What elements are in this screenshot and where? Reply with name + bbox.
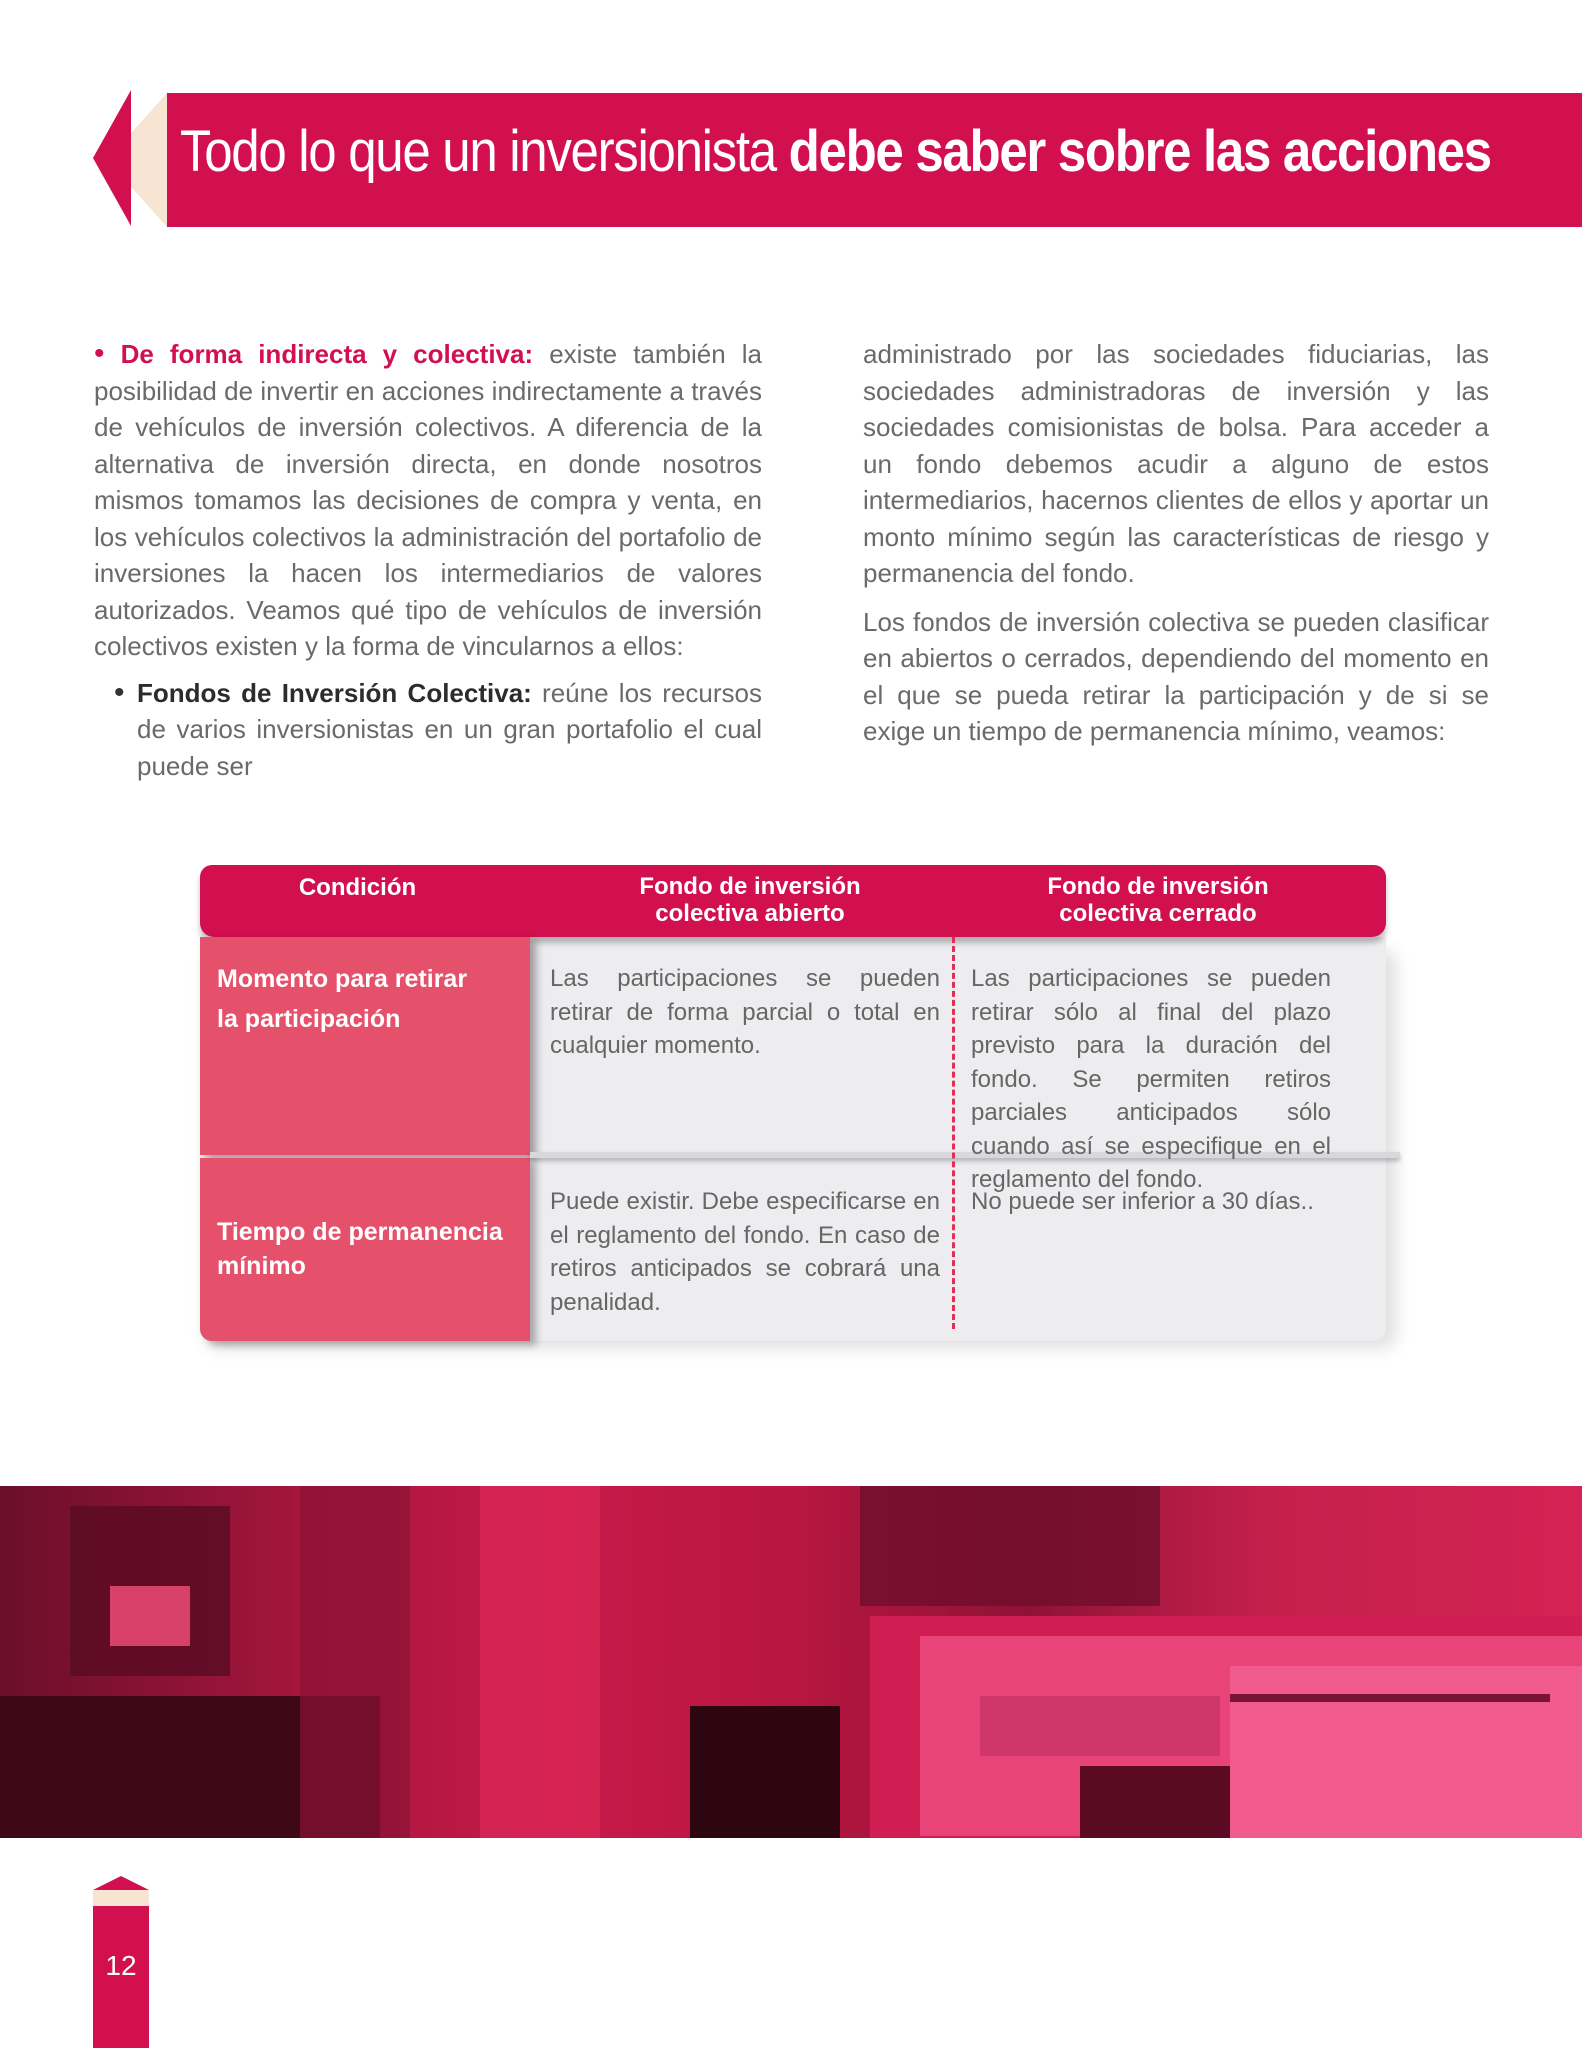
header-cream-strip: [131, 93, 167, 227]
table-cell-closed-withdrawal: Las participaciones se pueden retirar sólo al final del plazo previsto para la duración del fondo. Se permiten retiros parciales anticipados sólo cuando así se especifique en el reglamento del fondo.: [971, 965, 1331, 1193]
page-tab-arrow-icon: [93, 1876, 149, 1890]
sub-bullet-text: reúne los recursos de varios inversionistas en un gran portafolio el cual puede ser: [137, 677, 762, 781]
header-arrow-icon: [93, 90, 131, 226]
header-open-line1: Fondo de inversión: [639, 873, 861, 900]
photo-shape: [480, 1486, 600, 1838]
office-photo-banner: [0, 1486, 1582, 1838]
photo-shape: [300, 1486, 410, 1838]
bullet-lead: De forma indirecta y colectiva:: [120, 339, 534, 369]
header-open-line2: colectiva abierto: [655, 900, 845, 927]
photo-shape: [690, 1706, 840, 1838]
row-label-permanence: [217, 1215, 517, 1283]
table-cell-open-withdrawal: Las participaciones se pueden retirar de forma parcial o total en cualquier momento.: [550, 965, 940, 1059]
bullet-indirect-collective: [94, 336, 762, 665]
row-label-line1: Momento para retirar: [217, 965, 468, 993]
row-label-line2: la participación: [217, 1005, 401, 1033]
row-label-line2: mínimo: [217, 1252, 306, 1280]
table-cell-closed-permanence: No puede ser inferior a 30 días..: [971, 1188, 1314, 1215]
sub-bullet-lead: Fondos de Inversión Colectiva:: [137, 677, 532, 708]
table-header-condition: Condición: [298, 874, 417, 901]
photo-shape: [1230, 1694, 1550, 1702]
header-closed-line2: colectiva cerrado: [1059, 900, 1257, 927]
paragraph-administered: administrado por las sociedades fiduciarias, las sociedades administradoras de inversión y las sociedades comisionistas de bolsa. Para acceder a un fondo debemos acudir a alguno de estos intermediarios, hacernos clientes de ellos y aportar un monto mínimo según las características de riesgo y permanencia del fondo.: [863, 339, 1489, 588]
sub-bullet-funds: [94, 675, 762, 785]
paragraph-classification: Los fondos de inversión colectiva se pueden clasificar en abiertos o cerrados, dependiendo del momento en el que se pueda retirar la participación y de si se exige un tiempo de permanencia mínimo, veamos:: [863, 606, 1489, 746]
row-label-withdrawal: [217, 959, 517, 1039]
table-cell-open-permanence: Puede existir. Debe especificarse en el reglamento del fondo. En caso de retiros anticipados se cobrará una penalidad.: [550, 1188, 940, 1316]
photo-shape: [1080, 1766, 1230, 1838]
page-title-bold: debe saber sobre las acciones: [788, 119, 1491, 184]
table-column-divider: [952, 937, 955, 1329]
header-closed-line1: Fondo de inversión: [1047, 873, 1269, 900]
table-header-closed-fund: [968, 873, 1348, 927]
left-column: [94, 336, 762, 784]
sub-bullet-dot-icon: •: [114, 675, 125, 709]
photo-shape: [1230, 1666, 1582, 1838]
photo-shape: [980, 1696, 1220, 1756]
photo-shape: [860, 1486, 1160, 1606]
right-column: [863, 336, 1489, 750]
bullet-dot-icon: •: [94, 337, 105, 370]
page-number: 12: [105, 1950, 137, 1981]
page-tab-cream-strip: [93, 1890, 149, 1906]
row-label-line1: Tiempo de permanencia: [217, 1218, 503, 1246]
table-header-open-fund: [560, 873, 940, 927]
bullet-text: existe también la posibilidad de invertir en acciones indirectamente a través de vehículos de inversión colectivos. A diferencia de la alternativa de inversión directa, en donde nosotros mismos tomamos las decisiones de compra y venta, en los vehículos colectivos la administración del portafolio de inversiones la hacen los intermediarios de valores autorizados. Veamos qué tipo de vehículos de inversión colectivos existen y la forma de vincularnos a ellos:: [94, 339, 762, 661]
page-title-light: Todo lo que un inversionista: [180, 119, 789, 184]
page-title: [180, 118, 1491, 185]
photo-shape: [110, 1586, 190, 1646]
